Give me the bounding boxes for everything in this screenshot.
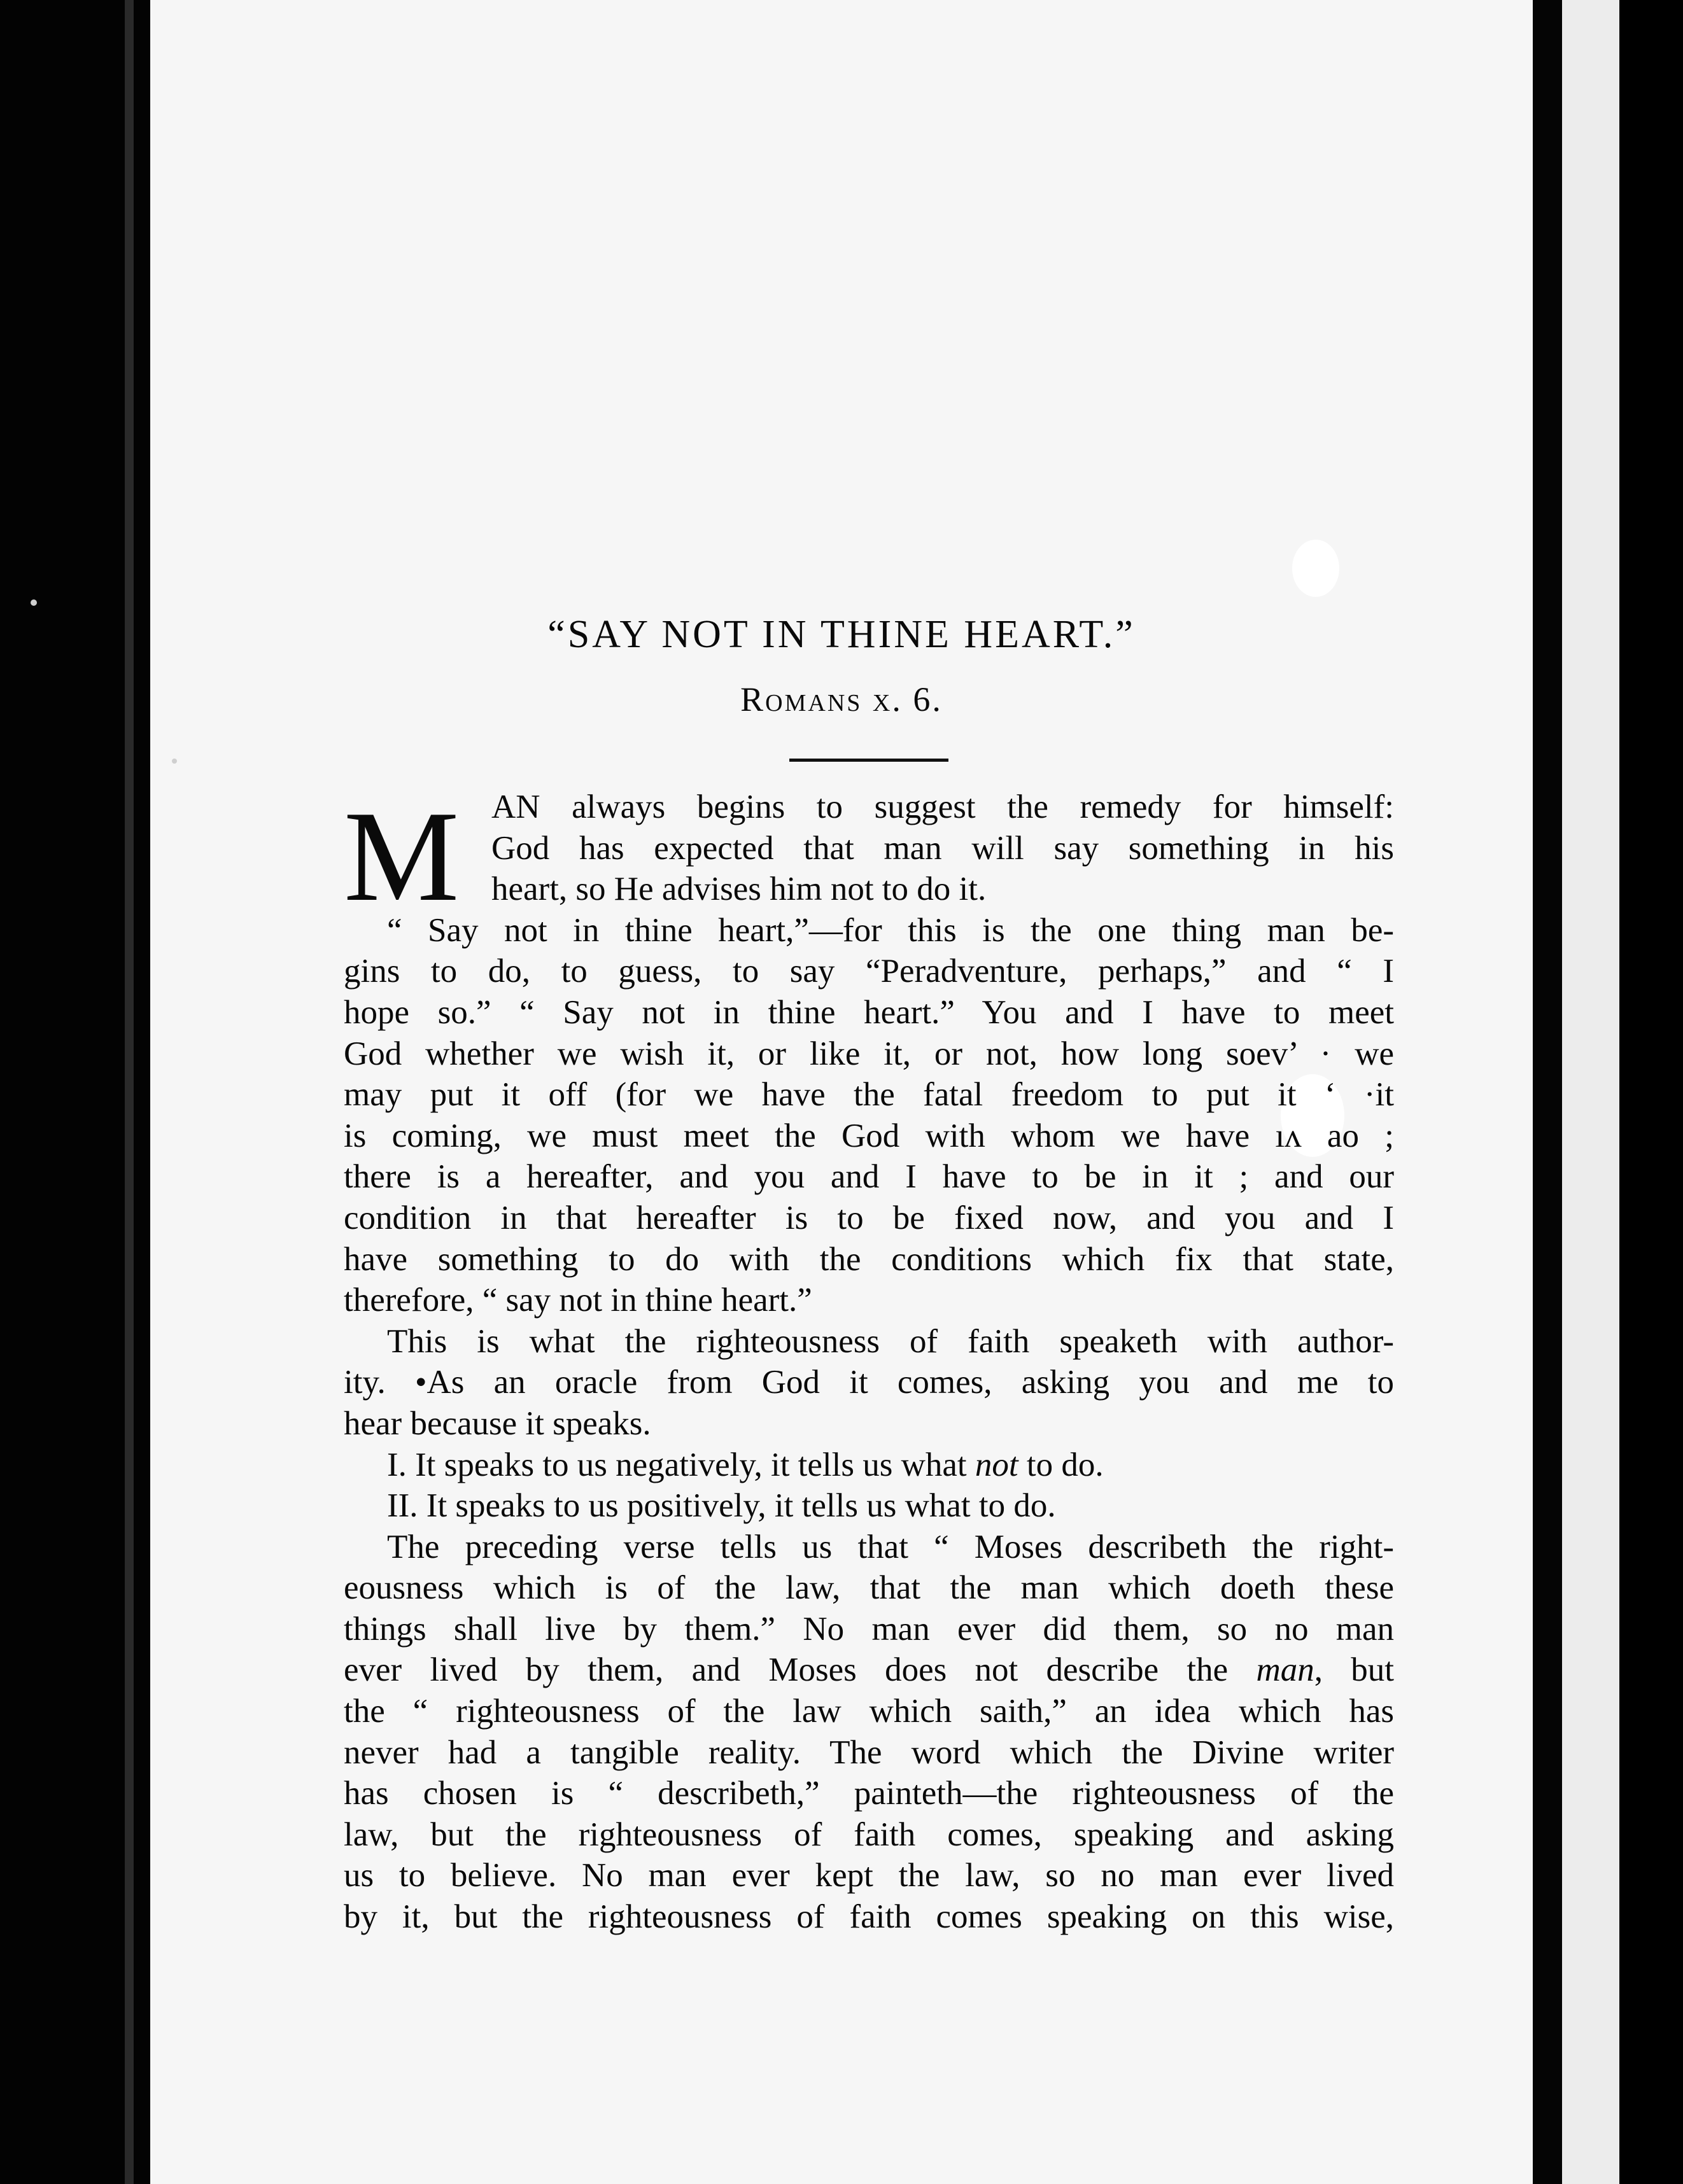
text-line: is coming, we must meet the God with whom we have ıʌ аo ; — [344, 1117, 1394, 1154]
text-line: God whether we wish it, or like it, or not, how long soev’ · we — [344, 1035, 1394, 1072]
text-line: by it, but the righteousness of faith comes speaking on this wise, — [344, 1898, 1394, 1936]
text-segment: to do. — [1018, 1446, 1104, 1483]
text-line: therefore, “ say not in thine heart.” — [344, 1282, 812, 1319]
left-binding-edge — [0, 0, 150, 2184]
scripture-reference: Romans x. 6. — [740, 680, 943, 718]
drop-cap: M — [344, 785, 460, 928]
text-segment: I. It speaks to us negatively, it tells us what — [387, 1446, 975, 1483]
text-line: law, but the righteousness of faith comes, speaking and asking — [344, 1816, 1394, 1853]
text-line: the “ righteousness of the law which saith,” an idea which has — [344, 1693, 1394, 1730]
text-line: have something to do with the conditions which fix that state, — [344, 1240, 1394, 1278]
text-line: This is what the righteousness of faith speaketh with author- — [387, 1322, 1394, 1360]
text-line: hear because it speaks. — [344, 1404, 651, 1442]
title-divider — [789, 759, 948, 762]
text-line: II. It speaks to us positively, it tells us what to do. — [387, 1487, 1056, 1525]
emphasis-man: man — [1256, 1651, 1314, 1689]
text-segment: , but — [1314, 1651, 1395, 1689]
facing-page-edge — [1562, 0, 1619, 2184]
scan-blot — [1292, 540, 1339, 597]
body-text — [344, 787, 1394, 1938]
text-line: heart, so He advises him not to do it. — [491, 871, 987, 908]
text-line: us to believe. No man ever kept the law, so no man ever lived — [344, 1857, 1394, 1894]
text-line: things shall live by them.” No man ever did them, so no man — [344, 1610, 1394, 1648]
text-line: The preceding verse tells us that “ Moses describeth the right- — [387, 1528, 1394, 1565]
text-segment: ever lived by them, and Moses does not describe the — [344, 1651, 1257, 1689]
opening-paragraph — [344, 785, 1394, 928]
text-line: condition in that hereafter is to be fixed now, and you and I — [344, 1199, 1394, 1236]
text-line — [344, 1445, 1394, 1486]
text-line — [344, 1649, 1394, 1691]
text-line: hope so.” “ Say not in thine heart.” You and I have to meet — [344, 993, 1394, 1031]
text-line: “ Say not in thine heart,”—for this is the one thing man be- — [387, 911, 1394, 949]
text-line: never had a tangible reality. The word which the Divine writer — [344, 1733, 1394, 1771]
binding-strip — [125, 0, 134, 2184]
text-line: eousness which is of the law, that the man which doeth these — [344, 1569, 1394, 1607]
text-line: AN always begins to suggest the remedy for himself: — [491, 788, 1394, 825]
text-line: God has expected that man will say something in his — [491, 829, 1394, 867]
scan-speck — [172, 759, 177, 764]
text-line: may put it off (for we have the fatal freedom to put it ‘ ·it — [344, 1076, 1394, 1114]
right-border — [1619, 0, 1683, 2184]
text-line: has chosen is “ describeth,” painteth—the righteousness of the — [344, 1775, 1394, 1812]
page-title: “SAY NOT IN THINE HEART.” — [547, 613, 1136, 656]
text-line: gins to do, to guess, to say “Peradventure, perhaps,” and “ I — [344, 953, 1394, 990]
emphasis-not: not — [975, 1446, 1018, 1483]
text-line: there is a hereafter, and you and I have to be in it ; and our — [344, 1158, 1394, 1196]
page-gutter — [1533, 0, 1562, 2184]
scan-speck — [31, 599, 37, 606]
text-line: ity. •As an oracle from God it comes, asking you and me to — [344, 1364, 1394, 1401]
